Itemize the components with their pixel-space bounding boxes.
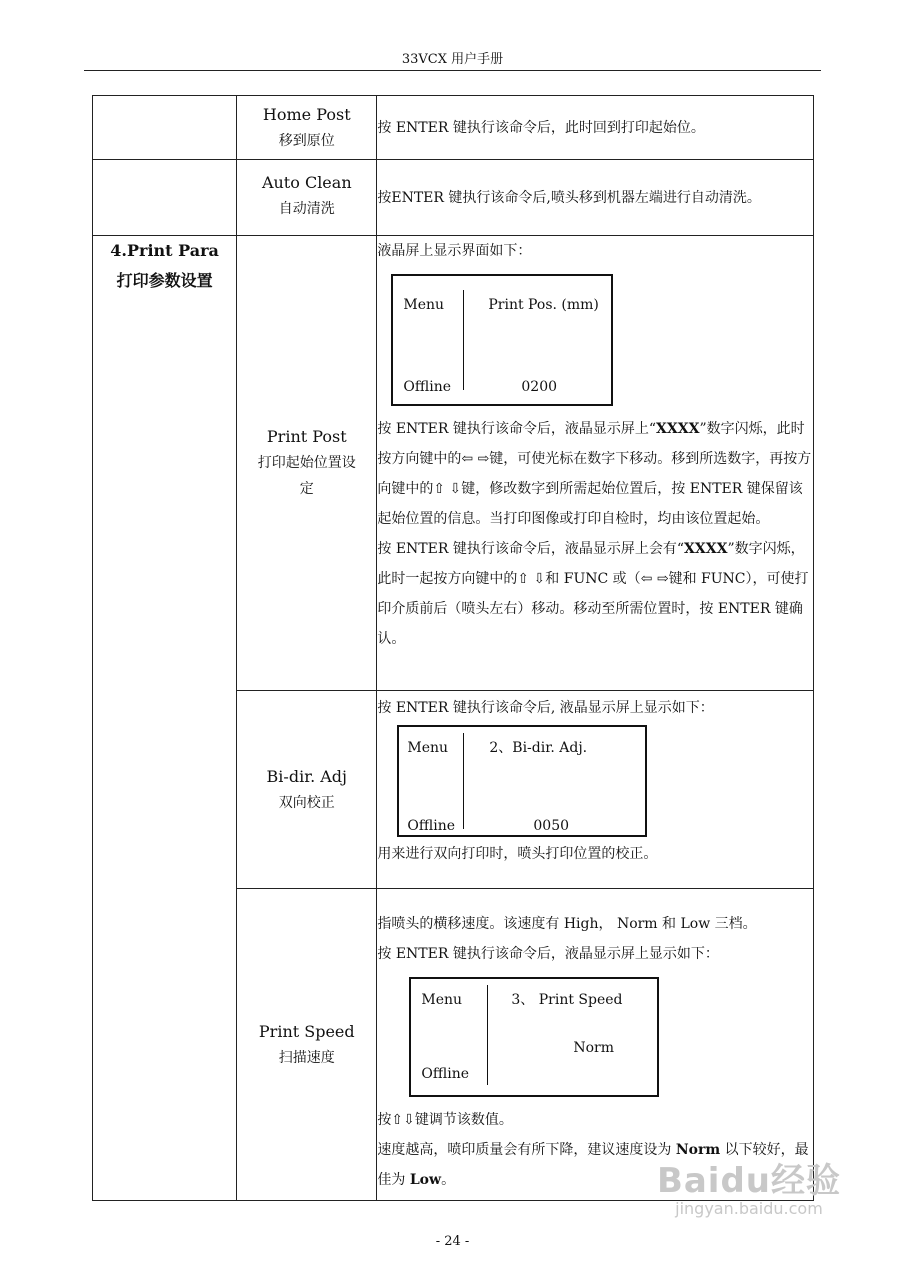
lcd-screen-print-pos <box>391 274 613 406</box>
description-text: 按ENTER 键执行该命令后,喷头移到机器左端进行自动清洗。 <box>377 189 761 206</box>
table-row-print-post <box>93 236 814 691</box>
command-cell-auto-clean <box>237 160 377 236</box>
settings-table <box>92 95 814 1201</box>
text-run: 以下较好，最佳为 <box>377 1142 809 1188</box>
table-row-home-post <box>93 96 814 160</box>
description-cell-home-post <box>377 96 814 160</box>
category-name-zh: 打印参数设置 <box>116 271 213 290</box>
command-cell-bidir-adj <box>237 691 377 889</box>
lcd-divider <box>463 733 464 829</box>
lcd-screen-bidir <box>397 725 647 837</box>
command-name-en: Print Speed <box>258 1021 355 1041</box>
page-header: 33VCX 用户手册 <box>401 52 504 67</box>
header-rule <box>84 70 821 71</box>
command-cell-print-post <box>237 236 377 691</box>
text-run: 按 ENTER 键执行该命令后，液晶显示屏上“ <box>377 421 657 437</box>
command-name-zh: 打印起始位置设定 <box>257 455 356 497</box>
command-name-zh: 移到原位 <box>278 133 335 149</box>
description-cell-print-speed <box>377 889 814 1201</box>
category-name-en: 4.Print Para <box>110 241 219 260</box>
text-run: 速度越高，喷印质量会有所下降，建议速度设为 <box>377 1142 676 1158</box>
description-cell-print-post <box>377 236 814 691</box>
lcd-title: 3、 Print Speed <box>511 992 623 1008</box>
bold-text: XXXX <box>684 541 728 557</box>
lcd-offline-label: Offline <box>421 1066 470 1082</box>
description-paragraph <box>377 414 813 534</box>
command-name-zh: 扫描速度 <box>278 1049 335 1066</box>
command-name-en: Auto Clean <box>261 173 352 192</box>
page-number: - 24 - <box>435 1234 470 1249</box>
lcd-menu-label: Menu <box>403 297 445 313</box>
lcd-divider <box>463 290 464 390</box>
lcd-menu-label: Menu <box>421 992 463 1008</box>
text-run: 。 <box>441 1172 456 1188</box>
description-cell-bidir-adj <box>377 691 814 889</box>
lcd-menu-label: Menu <box>407 740 449 756</box>
category-cell-print-para <box>93 236 237 1201</box>
description-paragraph: 指喷头的横移速度。该速度有 High， Norm 和 Low 三档。 <box>377 916 757 932</box>
command-cell-home-post <box>237 96 377 160</box>
command-name-en: Bi-dir. Adj <box>266 766 348 786</box>
command-name-en: Home Post <box>262 105 351 124</box>
lcd-screen-print-speed <box>409 977 659 1097</box>
lcd-title: 2、Bi-dir. Adj. <box>489 740 588 756</box>
command-name-zh: 双向校正 <box>278 794 335 811</box>
lcd-divider <box>487 985 488 1085</box>
bold-text: XXXX <box>656 421 700 437</box>
description-text: 按 ENTER 键执行该命令后，此时回到打印起始位。 <box>377 119 705 136</box>
bold-text: Low <box>409 1172 442 1188</box>
lcd-value: 0050 <box>533 818 570 834</box>
empty-category-cell <box>93 160 237 236</box>
lcd-offline-label: Offline <box>403 379 452 395</box>
command-cell-print-speed <box>237 889 377 1201</box>
command-name-zh: 自动清洗 <box>278 201 335 217</box>
description-cell-auto-clean <box>377 160 814 236</box>
text-run: 按 ENTER 键执行该命令后，液晶显示屏上会有“ <box>377 541 684 557</box>
description-intro: 按 ENTER 键执行该命令后, 液晶显示屏上显示如下： <box>377 700 714 716</box>
text-run: ”数字闪烁，此时一起按方向键中的⇧ ⇩和 FUNC 或（⇦ ⇨键和 FUNC），可使打印介质前后（喷头左右）移动。移动至所需位置时，按 ENTER 键确认。 <box>377 541 809 647</box>
table-row-auto-clean <box>93 160 814 236</box>
empty-category-cell <box>93 96 237 160</box>
description-paragraph <box>377 534 813 654</box>
lcd-title: Print Pos. (mm) <box>488 297 599 313</box>
baidu-watermark <box>657 1163 841 1219</box>
text-run: ”数字闪烁，此时按方向键中的⇦ ⇨键，可使光标在数字下移动。移到所选数字，再按方向键中的⇧ ⇩键，修改数字到所需起始位置后，按 ENTER 键保留该起始位置的信息。当打印图像或打印自检时，均由该位置起始。 <box>377 421 812 527</box>
bold-text: Norm <box>675 1142 721 1158</box>
lcd-value: 0200 <box>521 379 558 395</box>
lcd-offline-label: Offline <box>407 818 456 834</box>
lcd-value: Norm <box>573 1040 615 1056</box>
command-name-en: Print Post <box>266 427 347 446</box>
description-intro: 液晶屏上显示界面如下： <box>377 243 532 259</box>
description-paragraph: 按⇧⇩键调节该数值。 <box>377 1112 513 1128</box>
description-outro: 用来进行双向打印时，喷头打印位置的校正。 <box>377 846 658 862</box>
watermark-brand: Baidu经验 <box>656 1161 841 1201</box>
description-paragraph: 按 ENTER 键执行该命令后，液晶显示屏上显示如下： <box>377 946 719 962</box>
watermark-url: jingyan.baidu.com <box>675 1199 823 1218</box>
